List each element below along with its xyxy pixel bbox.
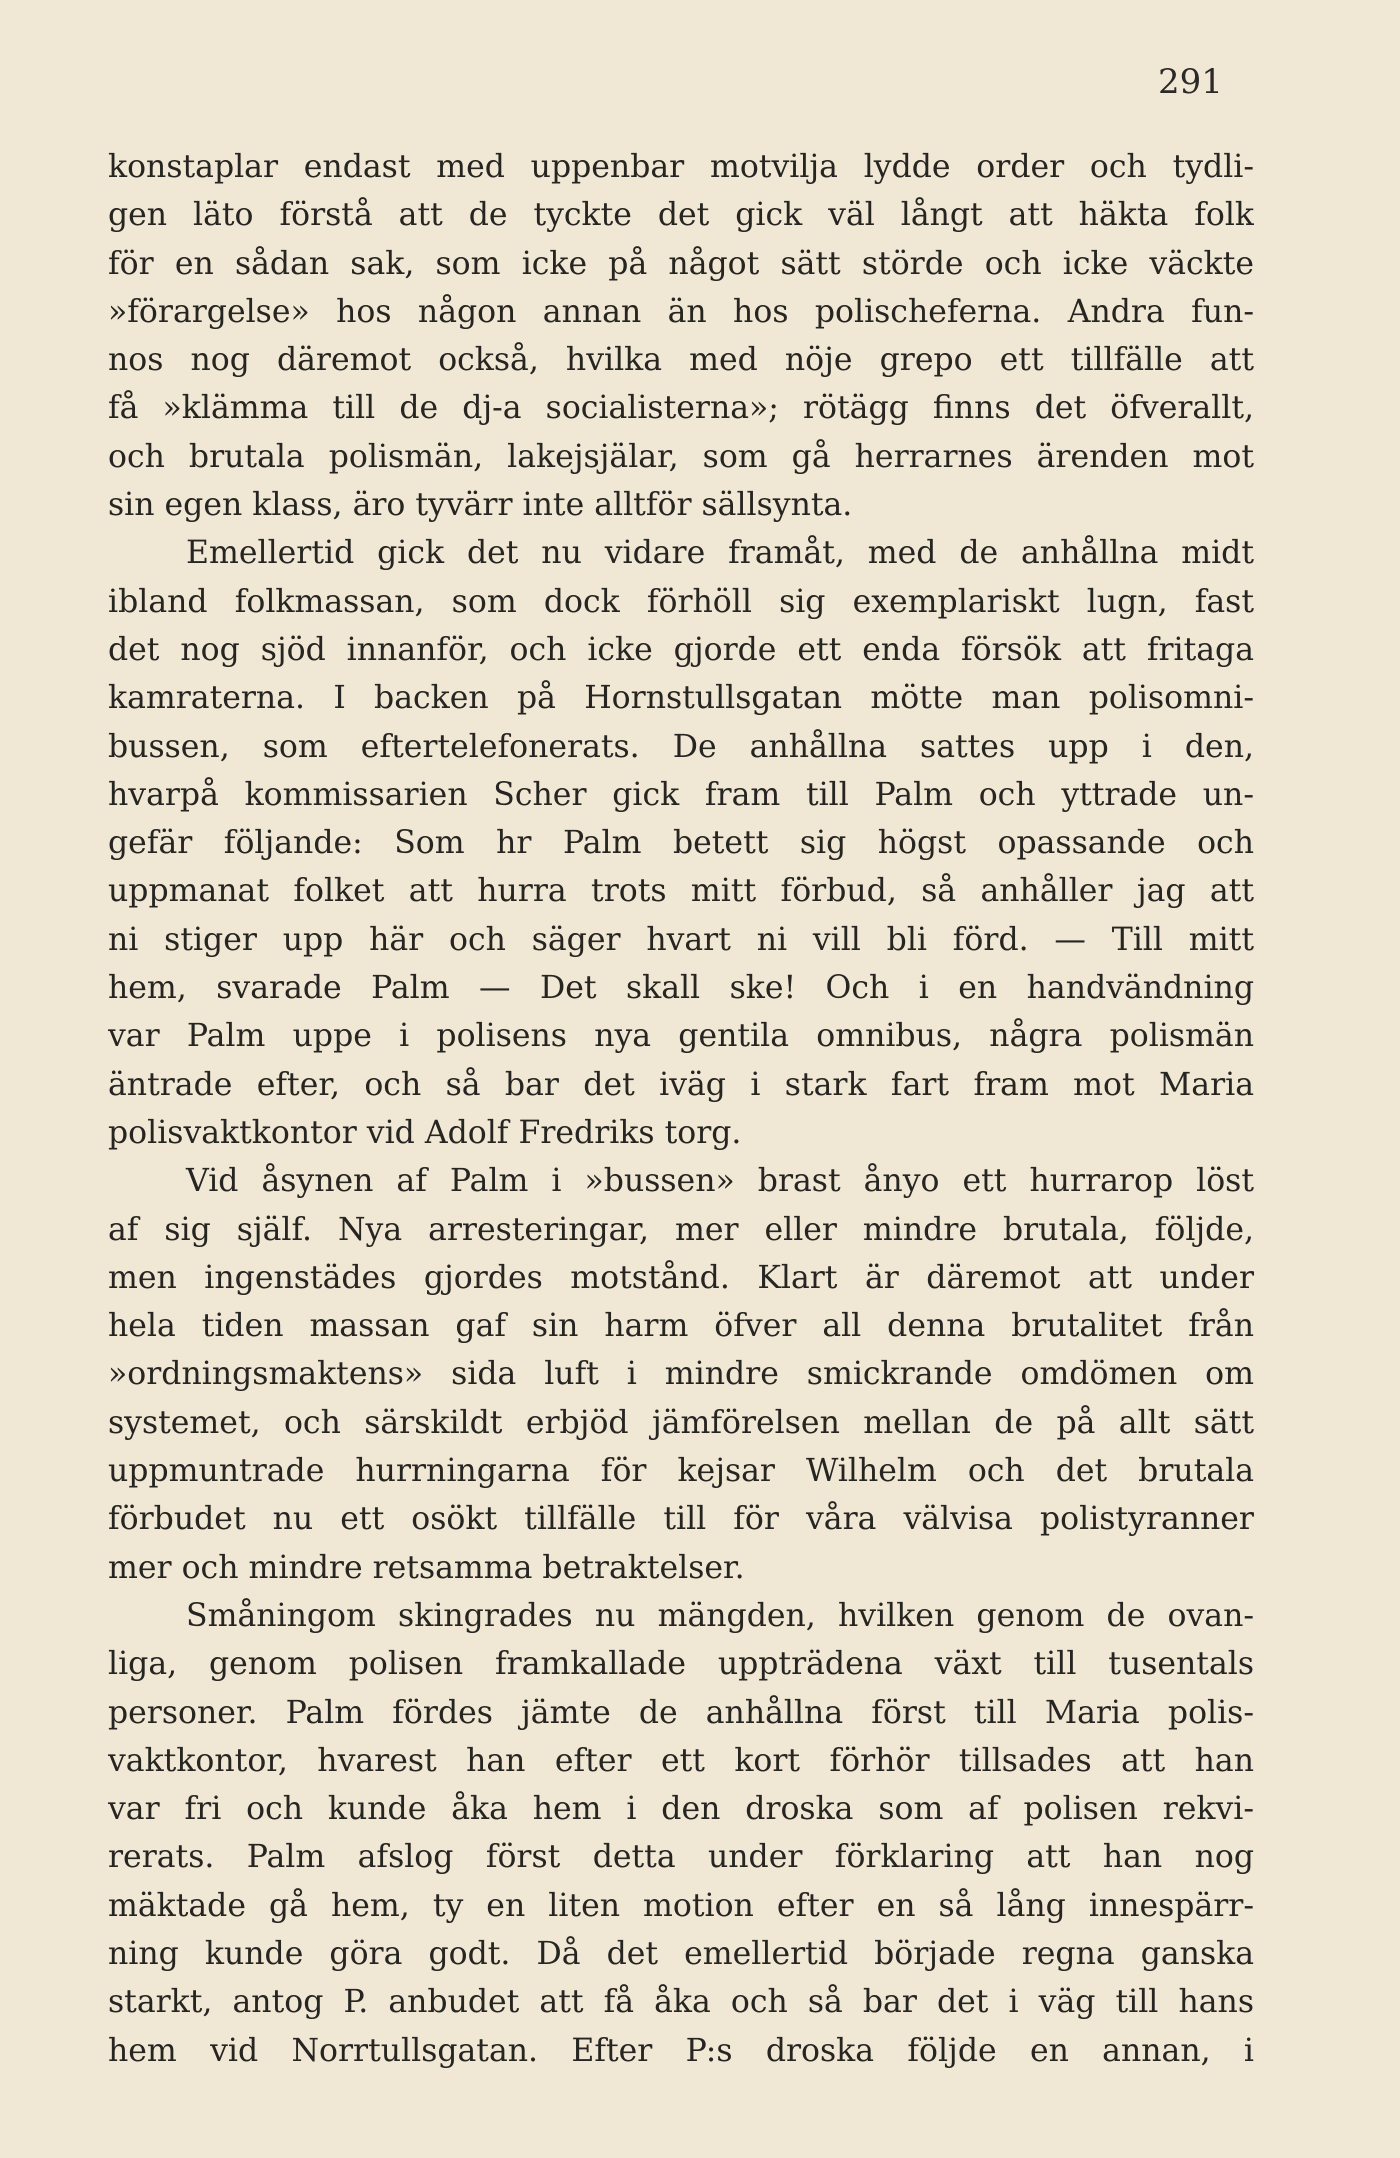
text-line: äntrade efter, och så bar det iväg i stark fart fram mot Maria: [108, 1066, 1254, 1103]
text-line: nos nog däremot också, hvilka med nöje grepo ett tillfälle att: [108, 342, 1254, 379]
text-line: ibland folkmassan, som dock förhöll sig exemplariskt lugn, fast: [108, 583, 1254, 620]
text-line: hem, svarade Palm — Det skall ske! Och i en handvändning: [108, 970, 1254, 1007]
text-line: för en sådan sak, som icke på något sätt störde och icke väckte: [108, 245, 1254, 282]
text-line: uppmuntrade hurrningarna för kejsar Wilhelm och det brutala: [108, 1453, 1254, 1490]
text-line: starkt, antog P. anbudet att få åka och så bar det i väg till hans: [108, 1984, 1254, 2021]
text-line: af sig själf. Nya arresteringar, mer eller mindre brutala, följde,: [108, 1211, 1254, 1248]
text-line: systemet, och särskildt erbjöd jämförelsen mellan de på allt sätt: [108, 1404, 1254, 1441]
text-line: och brutala polismän, lakejsjälar, som gå herrarnes ärenden mot: [108, 438, 1254, 475]
text-line: gen läto förstå att de tyckte det gick väl långt att häkta folk: [108, 197, 1254, 234]
text-line: det nog sjöd innanför, och icke gjorde ett enda försök att fritaga: [108, 631, 1254, 668]
text-line: »förargelse» hos någon annan än hos polischeferna. Andra fun-: [108, 293, 1254, 330]
text-line: vaktkontor, hvarest han efter ett kort förhör tillsades att han: [108, 1742, 1254, 1779]
text-line: få »klämma till de dj-a socialisterna»; rötägg finns det öfverallt,: [108, 390, 1254, 427]
text-line: gefär följande: Som hr Palm betett sig högst opassande och: [108, 825, 1254, 862]
text-line: ni stiger upp här och säger hvart ni vill bli förd. — Till mitt: [108, 921, 1254, 958]
text-line: kamraterna. I backen på Hornstullsgatan mötte man polisomni-: [108, 680, 1254, 717]
text-line: liga, genom polisen framkallade uppträdena växt till tusentals: [108, 1646, 1254, 1683]
text-line: mäktade gå hem, ty en liten motion efter en så lång innespärr-: [108, 1887, 1254, 1924]
text-line: men ingenstädes gjordes motstånd. Klart är däremot att under: [108, 1259, 1254, 1296]
text-line: polisvaktkontor vid Adolf Fredriks torg.: [108, 1114, 742, 1151]
text-line: rerats. Palm afslog först detta under förklaring att han nog: [108, 1839, 1254, 1876]
text-line: Vid åsynen af Palm i »bussen» brast ånyo ett hurrarop löst: [186, 1163, 1254, 1200]
text-line: ning kunde göra godt. Då det emellertid började regna ganska: [108, 1935, 1254, 1972]
text-line: mer och mindre retsamma betraktelser.: [108, 1549, 745, 1586]
page-number: 291: [1158, 62, 1223, 102]
text-line: hvarpå kommissarien Scher gick fram till Palm och yttrade un-: [108, 776, 1254, 813]
text-line: Småningom skingrades nu mängden, hvilken genom de ovan-: [186, 1597, 1254, 1634]
text-line: sin egen klass, äro tyvärr inte alltför sällsynta.: [108, 487, 853, 524]
text-line: hela tiden massan gaf sin harm öfver all denna brutalitet från: [108, 1308, 1254, 1345]
text-line: var Palm uppe i polisens nya gentila omnibus, några polismän: [108, 1018, 1254, 1055]
text-line: bussen, som eftertelefonerats. De anhållna sattes upp i den,: [108, 728, 1254, 765]
text-line: förbudet nu ett osökt tillfälle till för våra välvisa polistyranner: [108, 1501, 1254, 1538]
body-text: [108, 143, 1254, 2075]
text-line: Emellertid gick det nu vidare framåt, med de anhållna midt: [186, 535, 1254, 572]
text-line: var fri och kunde åka hem i den droska som af polisen rekvi-: [108, 1791, 1254, 1828]
text-line: uppmanat folket att hurra trots mitt förbud, så anhåller jag att: [108, 873, 1254, 910]
text-line: »ordningsmaktens» sida luft i mindre smickrande omdömen om: [108, 1356, 1254, 1393]
text-line: hem vid Norrtullsgatan. Efter P:s droska följde en annan, i: [108, 2032, 1254, 2069]
text-line: personer. Palm fördes jämte de anhållna först till Maria polis-: [108, 1694, 1254, 1731]
text-line: konstaplar endast med uppenbar motvilja lydde order och tydli-: [108, 149, 1254, 185]
